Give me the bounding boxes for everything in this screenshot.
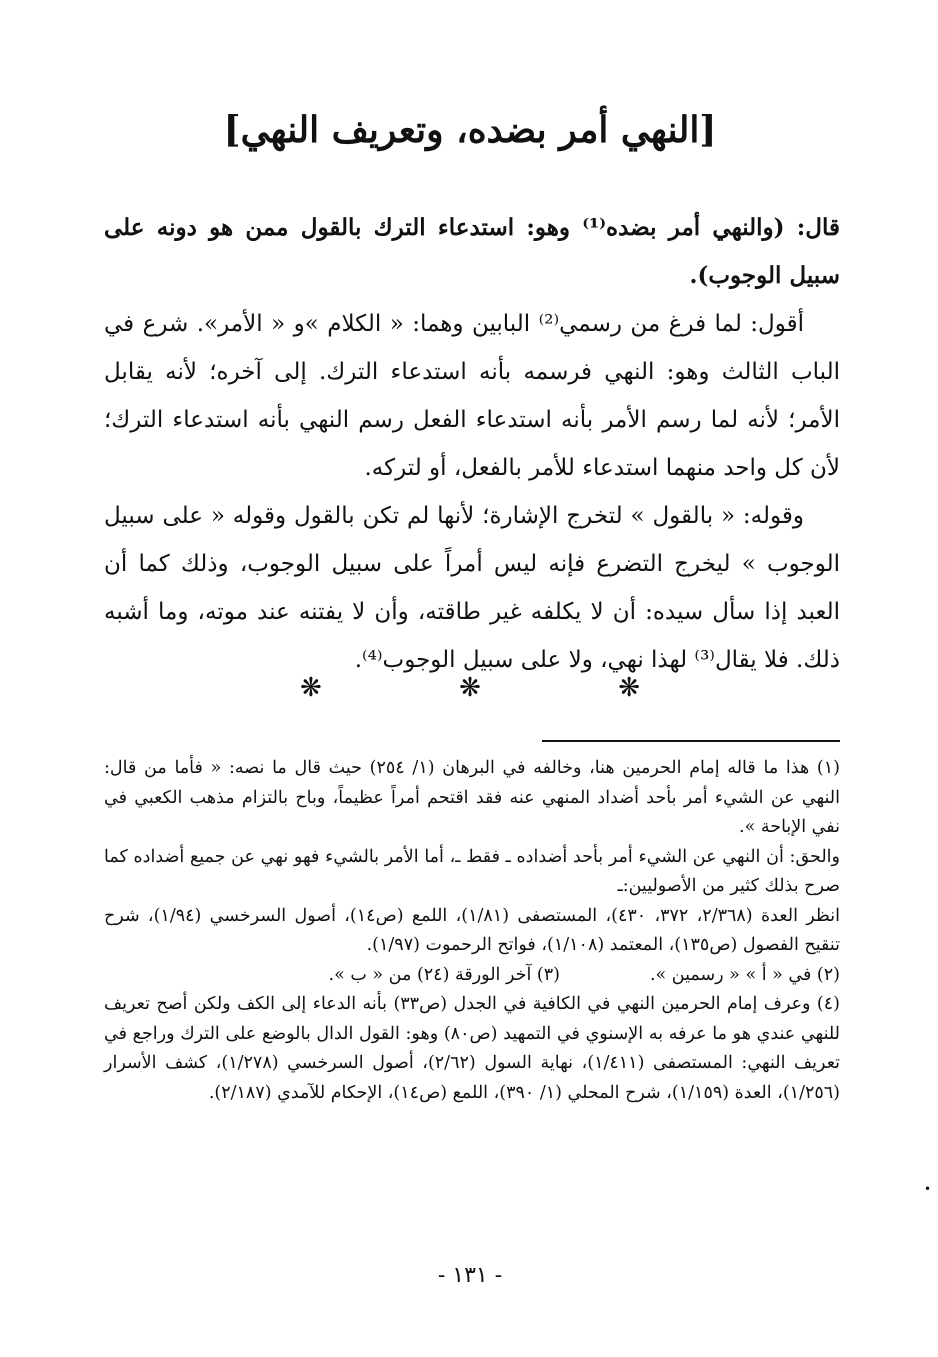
separator-star-icon: ❋ — [459, 673, 481, 703]
footnote-3: (٣) آخر الورقة (٢٤) من « ب ». — [328, 964, 560, 985]
footnote-4: (٤) وعرف إمام الحرمين النهي في الكافية في الجدل (ص٣٣) بأنه الدعاء إلى الكف ولكن أصح تعريف للنهي عندي هو ما عرفه به الإسنوي في التمهيد (ص٨٠) وهو: القول الدال بالوضع على الترك وراجع في تعريف النهي: المستصفى (١/٤١١)، نهاية السول (٢/٦٢)، أصول السرخسي (١/٢٧٨)، كشف الأسرار (١/٢٥٦)، العدة (١/١٥٩)، شرح المحلي (١/ ٣٩٠)، اللمع (ص١٤)، الإحكام للآمدي (٢/١٨٧). — [104, 994, 841, 1103]
footnote-1-continued: والحق: أن النهي عن الشيء أمر بأحد أضداده ـ فقط ـ، أما الأمر بالشيء فهو نهي عن جميع أضداده كما صرح بذلك كثير من الأصوليين:ـ — [104, 846, 840, 896]
footnote-divider — [542, 740, 840, 742]
separator-star-icon: ❋ — [300, 673, 322, 703]
commentary-paragraph-2: وقوله: « بالقول » لتخرج الإشارة؛ لأنها لم تكن بالقول وقوله « على سبيل الوجوب » ليخرج التضرع فإنه ليس أمراً على سبيل الوجوب، وذلك كما أن العبد إذا سأل سيده: أن لا يكلفه غير طاقته، وأن لا يفتنه عند موته، وما أشبه ذلك. فلا يقال⁽³⁾ لهذا نهي، ولا على سبيل الوجوب⁽⁴⁾. — [104, 503, 840, 673]
quoted-statement: قال: (والنهي أمر بضده⁽¹⁾ وهو: استدعاء الترك بالقول ممن هو دونه على سبيل الوجوب). — [104, 214, 840, 289]
section-heading: [النهي أمر بضده، وتعريف النهي] — [223, 109, 717, 151]
footnotes — [104, 754, 840, 1108]
separator-star-icon: ❋ — [618, 673, 640, 703]
commentary-paragraph: أقول: لما فرغ من رسمي⁽²⁾ البابين وهما: « الكلام »و « الأمر». شرع في الباب الثالث وهو: النهي فرسمه بأنه استدعاء الترك. إلى آخره؛ لأنه يقابل الأمر؛ لأنه لما رسم الأمر بأنه استدعاء الفعل رسم النهي بأنه استدعاء الترك؛ لأن كل واحد منهما استدعاء للأمر بالفعل، أو لتركه. — [104, 311, 840, 481]
main-text — [104, 204, 840, 684]
scan-mark: • — [924, 1182, 932, 1196]
footnote-2: (٢) في « أ » « رسمين ». — [649, 964, 840, 985]
footnote-1-references: انظر العدة (٢/٣٦٨، ٣٧٢، ٤٣٠)، المستصفى (١/٨١)، اللمع (ص١٤)، أصول السرخسي (١/٩٤)، شرح تنقيح الفصول (ص١٣٥)، المعتمد (١/١٠٨)، فواتح الرحموت (١/٩٧). — [104, 905, 840, 955]
section-separator — [300, 668, 640, 708]
footnotes-2-3 — [104, 961, 840, 991]
footnote-1: (١) هذا ما قاله إمام الحرمين هنا، وخالفه في البرهان (١/ ٢٥٤) حيث قال ما نصه: « فأما من قال: النهي عن الشيء أمر بأحد أضداد المنهي عنه فقد اقتحم أمراً عظيماً، وباح بالتزام مذهب الكعبي في نفي الإباحة ». — [104, 758, 840, 837]
page-number: - ١٣١ - — [437, 1263, 503, 1288]
